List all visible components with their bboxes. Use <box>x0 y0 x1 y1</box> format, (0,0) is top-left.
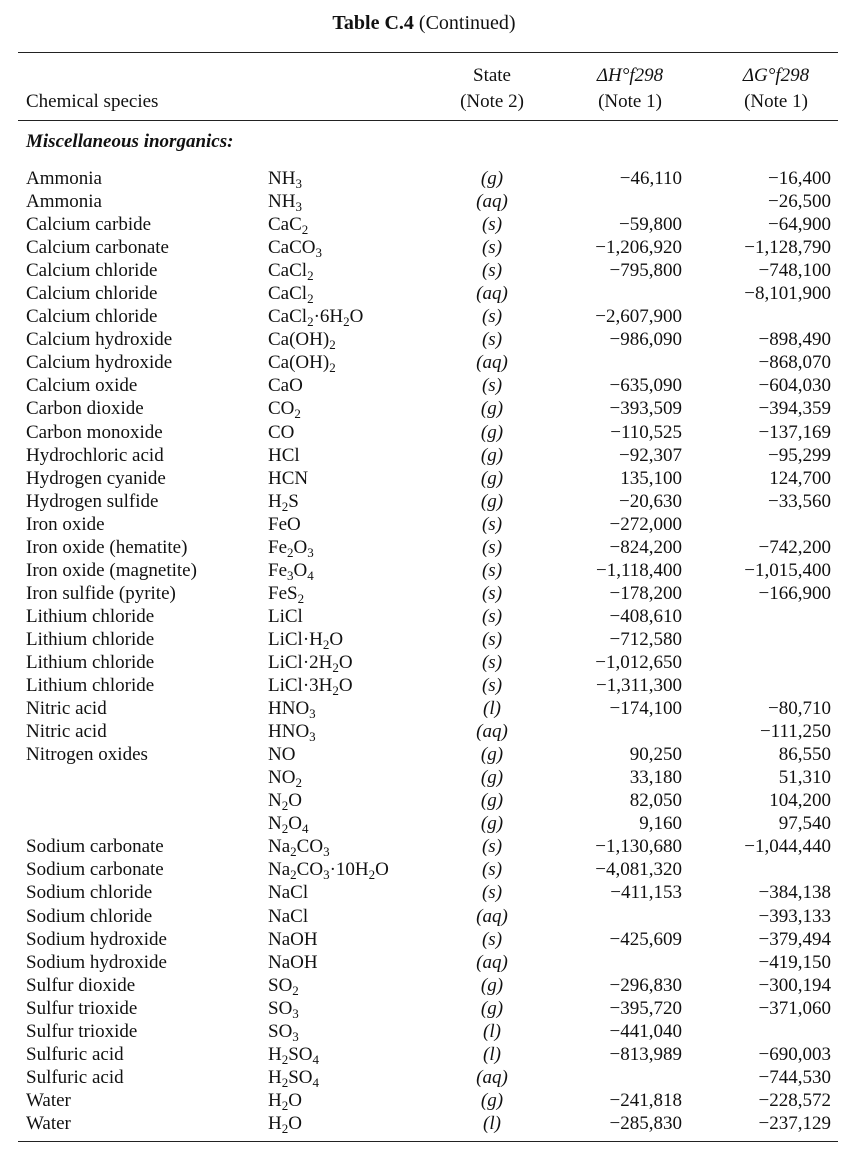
state-value: (s) <box>481 651 503 673</box>
chemical-formula: $SO_2$ <box>268 974 299 998</box>
gibbs-value: −300,194 <box>758 974 831 996</box>
species-name: Calcium chloride <box>26 283 158 305</box>
chemical-formula: CaC$_2$ <box>268 214 309 238</box>
species-name: Sodium carbonate <box>26 836 164 858</box>
chemical-formula: $LiCl\cdot 2H_2O$ <box>268 651 353 675</box>
state-value: (s) <box>481 628 503 650</box>
enthalpy-value: −285,830 <box>609 1112 682 1134</box>
table-row <box>0 236 848 259</box>
chemical-formula: FeO <box>268 513 301 535</box>
table-row <box>0 743 848 766</box>
state-value: (s) <box>481 582 503 604</box>
species-name: Hydrogen sulfide <box>26 490 159 512</box>
species-name: Iron oxide (magnetite) <box>26 559 197 581</box>
table-row <box>0 397 848 420</box>
state-value: (s) <box>481 260 503 282</box>
chemical-formula: $HNO_3$ <box>268 721 316 745</box>
table-row <box>0 351 848 374</box>
state-value: (s) <box>481 859 503 881</box>
header-enthalpy <box>570 63 690 115</box>
gibbs-value: −419,150 <box>758 951 831 973</box>
header-rule <box>18 120 838 121</box>
table-row <box>0 1020 848 1043</box>
chemical-formula: $CO_2$ <box>268 398 301 422</box>
species-name: Sulfur trioxide <box>26 997 138 1019</box>
table-row <box>0 697 848 720</box>
gibbs-value: −64,900 <box>768 214 831 236</box>
enthalpy-value: −635,090 <box>609 375 682 397</box>
chemical-formula: $Fe_2O_3$ <box>268 536 314 560</box>
species-name: Sulfuric acid <box>26 1043 124 1065</box>
gibbs-value: −16,400 <box>768 168 831 189</box>
table-row <box>0 213 848 236</box>
chemical-formula: $Ca(OH)_2$ <box>268 329 336 353</box>
enthalpy-value: −795,800 <box>609 260 682 282</box>
table-row <box>0 259 848 282</box>
gibbs-value: 104,200 <box>769 790 831 812</box>
table-caption-label: Table C.4 <box>332 12 414 34</box>
table-row <box>0 167 848 190</box>
chemical-formula: NO <box>268 744 296 766</box>
state-value: (s) <box>481 329 503 351</box>
enthalpy-value: −92,307 <box>619 444 682 466</box>
table-row <box>0 628 848 651</box>
gibbs-value: −1,128,790 <box>744 237 831 259</box>
gibbs-value: −1,044,440 <box>744 836 831 858</box>
table-row <box>0 674 848 697</box>
species-name: Lithium chloride <box>26 605 155 627</box>
chemical-formula: $Fe_3O_4$ <box>268 559 314 583</box>
state-value: (aq) <box>476 191 508 213</box>
chemical-formula: HCN <box>268 467 309 489</box>
table-row <box>0 490 848 513</box>
gibbs-value: −394,359 <box>758 398 831 420</box>
gibbs-value: −137,169 <box>758 421 831 443</box>
state-value: (g) <box>480 467 504 489</box>
state-value: (s) <box>481 559 503 581</box>
state-value: (s) <box>481 605 503 627</box>
state-value: (g) <box>480 444 504 466</box>
table-row <box>0 1112 848 1135</box>
bottom-rule <box>18 1141 838 1142</box>
table-row <box>0 1043 848 1066</box>
section-title: Miscellaneous inorganics: <box>26 131 234 152</box>
chemical-formula: $LiCl\cdot H_2O$ <box>268 628 344 652</box>
chemical-formula: $Na_2CO_3$ <box>268 836 330 860</box>
table-row <box>0 720 848 743</box>
state-value: (g) <box>480 744 504 766</box>
state-value: (g) <box>480 790 504 812</box>
species-name: Nitric acid <box>26 721 107 743</box>
species-name: Iron sulfide (pyrite) <box>26 582 176 604</box>
state-value: (aq) <box>476 721 508 743</box>
gibbs-value: −898,490 <box>758 329 831 351</box>
enthalpy-value: −441,040 <box>609 1020 682 1042</box>
state-value: (g) <box>480 490 504 512</box>
enthalpy-value: −986,090 <box>609 329 682 351</box>
species-name: Calcium carbonate <box>26 237 169 259</box>
state-value: (s) <box>481 882 503 904</box>
species-name: Hydrogen cyanide <box>26 467 166 489</box>
chemical-formula: CaCl$_2$ <box>268 260 314 284</box>
header-state <box>446 63 538 115</box>
enthalpy-value: −4,081,320 <box>595 859 682 881</box>
gibbs-value: −748,100 <box>758 260 831 282</box>
table-row <box>0 374 848 397</box>
state-value: (aq) <box>476 283 508 305</box>
gibbs-value: −379,494 <box>758 928 831 950</box>
state-value: (s) <box>481 536 503 558</box>
species-name: Calcium chloride <box>26 306 158 328</box>
enthalpy-value: −59,800 <box>619 214 682 236</box>
gibbs-value: −393,133 <box>758 905 831 927</box>
gibbs-value: 124,700 <box>769 467 831 489</box>
species-name: Water <box>26 1089 71 1111</box>
state-value: (aq) <box>476 352 508 374</box>
chemical-formula: CaCO$_3$ <box>268 237 322 261</box>
enthalpy-value: −411,153 <box>610 882 682 904</box>
state-value: (aq) <box>476 951 508 973</box>
table-row <box>0 305 848 328</box>
state-value: (s) <box>481 928 503 950</box>
enthalpy-value: −110,525 <box>610 421 682 443</box>
table-row <box>0 835 848 858</box>
state-value: (g) <box>480 997 504 1019</box>
table-row <box>0 951 848 974</box>
species-name: Lithium chloride <box>26 651 155 673</box>
chemical-formula: $NO_2$ <box>268 767 302 791</box>
enthalpy-value: −425,609 <box>609 928 682 950</box>
state-value: (g) <box>480 168 504 189</box>
state-value: (g) <box>480 974 504 996</box>
gibbs-value: −33,560 <box>768 490 831 512</box>
header-gibbs-note: (Note 1) <box>744 91 808 112</box>
chemical-formula: HCl <box>268 444 300 466</box>
table-caption <box>0 12 848 35</box>
enthalpy-value: −393,509 <box>609 398 682 420</box>
species-name: Carbon monoxide <box>26 421 163 443</box>
enthalpy-value: 82,050 <box>629 790 682 812</box>
enthalpy-value: −824,200 <box>609 536 682 558</box>
table-row <box>0 282 848 305</box>
enthalpy-value: −272,000 <box>609 513 682 535</box>
header-enthalpy-note: (Note 1) <box>598 91 662 112</box>
gibbs-value: −690,003 <box>758 1043 831 1065</box>
state-value: (g) <box>480 398 504 420</box>
state-value: (s) <box>481 237 503 259</box>
table-row <box>0 997 848 1020</box>
species-name: Nitric acid <box>26 698 107 720</box>
species-name: Lithium chloride <box>26 675 155 697</box>
state-value: (l) <box>483 1020 501 1042</box>
enthalpy-value: −1,118,400 <box>595 559 682 581</box>
enthalpy-value: −2,607,900 <box>595 306 682 328</box>
chemical-formula: $SO_3$ <box>268 997 299 1021</box>
header-gibbs-symbol: ΔG°f298 <box>742 65 810 86</box>
state-value: (s) <box>481 306 503 328</box>
gibbs-value: −868,070 <box>758 352 831 374</box>
gibbs-value: −111,250 <box>759 721 831 743</box>
table-row <box>0 905 848 928</box>
chemical-formula: $N_2O$ <box>268 790 302 814</box>
enthalpy-value: −408,610 <box>609 605 682 627</box>
chemical-formula: $NH_3$ <box>268 168 302 191</box>
state-value: (l) <box>483 1043 501 1065</box>
table-row <box>0 881 848 904</box>
species-name: Sodium carbonate <box>26 859 164 881</box>
species-name: Ammonia <box>26 191 102 213</box>
top-rule <box>18 52 838 53</box>
state-value: (s) <box>481 513 503 535</box>
chemical-formula: $H_2O$ <box>268 1112 302 1136</box>
header-enthalpy-symbol: ΔH°f298 <box>596 65 664 86</box>
gibbs-value: −604,030 <box>758 375 831 397</box>
gibbs-value: −80,710 <box>768 698 831 720</box>
species-name: Calcium carbide <box>26 214 152 236</box>
chemical-formula: NaOH <box>268 928 318 950</box>
table-row <box>0 513 848 536</box>
enthalpy-value: −1,206,920 <box>595 237 682 259</box>
state-value: (g) <box>480 1089 504 1111</box>
species-name: Lithium chloride <box>26 628 155 650</box>
state-value: (g) <box>480 767 504 789</box>
enthalpy-value: −712,580 <box>609 628 682 650</box>
table-row <box>0 444 848 467</box>
species-name: Hydrochloric acid <box>26 444 164 466</box>
state-value: (aq) <box>476 1066 508 1088</box>
chemical-formula: $HNO_3$ <box>268 698 316 722</box>
chemical-formula: NaCl <box>268 905 309 927</box>
chemical-formula: $Ca(OH)_2$ <box>268 352 336 376</box>
chemical-formula: $LiCl\cdot 3H_2O$ <box>268 675 353 699</box>
enthalpy-value: −1,311,300 <box>595 675 682 697</box>
state-value: (l) <box>483 698 501 720</box>
gibbs-value: −228,572 <box>758 1089 831 1111</box>
state-value: (g) <box>480 421 504 443</box>
species-name: Sodium hydroxide <box>26 951 167 973</box>
species-name: Calcium oxide <box>26 375 138 397</box>
header-gibbs <box>716 63 836 115</box>
gibbs-value: −8,101,900 <box>744 283 831 305</box>
table-body <box>0 167 848 1135</box>
table-row <box>0 858 848 881</box>
table-row <box>0 1066 848 1089</box>
chemical-formula: FeS$_2$ <box>268 582 305 606</box>
chemical-formula: $H_2SO_4$ <box>268 1043 320 1067</box>
enthalpy-value: −1,012,650 <box>595 651 682 673</box>
table-row <box>0 190 848 213</box>
species-name: Iron oxide <box>26 513 105 535</box>
state-value: (aq) <box>476 905 508 927</box>
table-row <box>0 559 848 582</box>
gibbs-value: −742,200 <box>758 536 831 558</box>
gibbs-value: −166,900 <box>758 582 831 604</box>
table-row <box>0 812 848 835</box>
gibbs-value: 97,540 <box>778 813 831 835</box>
table-row <box>0 766 848 789</box>
gibbs-value: 86,550 <box>778 744 831 766</box>
table-row <box>0 1089 848 1112</box>
chemical-formula: $NH_3$ <box>268 191 302 215</box>
enthalpy-value: −178,200 <box>609 582 682 604</box>
gibbs-value: −744,530 <box>758 1066 831 1088</box>
enthalpy-value: −1,130,680 <box>595 836 682 858</box>
enthalpy-value: 33,180 <box>629 767 682 789</box>
table-row <box>0 605 848 628</box>
enthalpy-value: 90,250 <box>629 744 682 766</box>
table-row <box>0 928 848 951</box>
species-name: Sulfur dioxide <box>26 974 136 996</box>
state-value: (g) <box>480 813 504 835</box>
species-name: Sodium chloride <box>26 905 153 927</box>
species-name: Sulfuric acid <box>26 1066 124 1088</box>
enthalpy-value: 9,160 <box>639 813 682 835</box>
species-name: Calcium chloride <box>26 260 158 282</box>
gibbs-value: 51,310 <box>778 767 831 789</box>
table-row <box>0 974 848 997</box>
header-state-label: State <box>473 65 511 86</box>
enthalpy-value: −813,989 <box>609 1043 682 1065</box>
enthalpy-value: −395,720 <box>609 997 682 1019</box>
species-name: Ammonia <box>26 168 102 189</box>
chemical-formula: CaO <box>268 375 303 397</box>
species-name: Sodium chloride <box>26 882 153 904</box>
chemical-formula: LiCl <box>268 605 303 627</box>
species-name: Water <box>26 1112 71 1134</box>
enthalpy-value: −46,110 <box>619 168 682 189</box>
table-row <box>0 789 848 812</box>
state-value: (s) <box>481 214 503 236</box>
header-species: Chemical species <box>26 91 159 112</box>
gibbs-value: −237,129 <box>758 1112 831 1134</box>
chemical-formula: $H_2O$ <box>268 1089 302 1113</box>
header-state-note: (Note 2) <box>460 91 524 112</box>
enthalpy-value: −296,830 <box>609 974 682 996</box>
chemical-formula: $SO_3$ <box>268 1020 299 1044</box>
enthalpy-value: −241,818 <box>609 1089 682 1111</box>
table-row <box>0 582 848 605</box>
species-name: Nitrogen oxides <box>26 744 148 766</box>
table-row <box>0 651 848 674</box>
table-caption-suffix: (Continued) <box>418 12 516 34</box>
gibbs-value: −1,015,400 <box>744 559 831 581</box>
species-name: Sulfur trioxide <box>26 1020 138 1042</box>
species-name: Carbon dioxide <box>26 398 144 420</box>
gibbs-value: −26,500 <box>768 191 831 213</box>
state-value: (s) <box>481 836 503 858</box>
gibbs-value: −384,138 <box>758 882 831 904</box>
species-name: Calcium hydroxide <box>26 329 173 351</box>
state-value: (s) <box>481 675 503 697</box>
species-name: Calcium hydroxide <box>26 352 173 374</box>
enthalpy-value: 135,100 <box>620 467 682 489</box>
chemical-formula: NaCl <box>268 882 309 904</box>
species-name: Iron oxide (hematite) <box>26 536 188 558</box>
enthalpy-value: −20,630 <box>619 490 682 512</box>
species-name: Sodium hydroxide <box>26 928 167 950</box>
gibbs-value: −371,060 <box>758 997 831 1019</box>
chemical-formula: $Na_2CO_3\cdot 10H_2O$ <box>268 859 389 883</box>
chemical-formula: CaCl$_2$ <box>268 283 314 307</box>
table-row <box>0 467 848 490</box>
chemical-formula: $CaCl_2\cdot 6H_2O$ <box>268 306 364 330</box>
table-row <box>0 536 848 559</box>
gibbs-value: −95,299 <box>768 444 831 466</box>
table-row <box>0 421 848 444</box>
chemical-formula: $N_2O_4$ <box>268 813 309 837</box>
enthalpy-value: −174,100 <box>609 698 682 720</box>
state-value: (s) <box>481 375 503 397</box>
chemical-formula: CO <box>268 421 295 443</box>
chemical-formula: NaOH <box>268 951 318 973</box>
state-value: (l) <box>483 1112 501 1134</box>
chemical-formula: $H_2SO_4$ <box>268 1066 320 1090</box>
chemical-formula: $H_2S$ <box>268 490 299 514</box>
table-row <box>0 328 848 351</box>
